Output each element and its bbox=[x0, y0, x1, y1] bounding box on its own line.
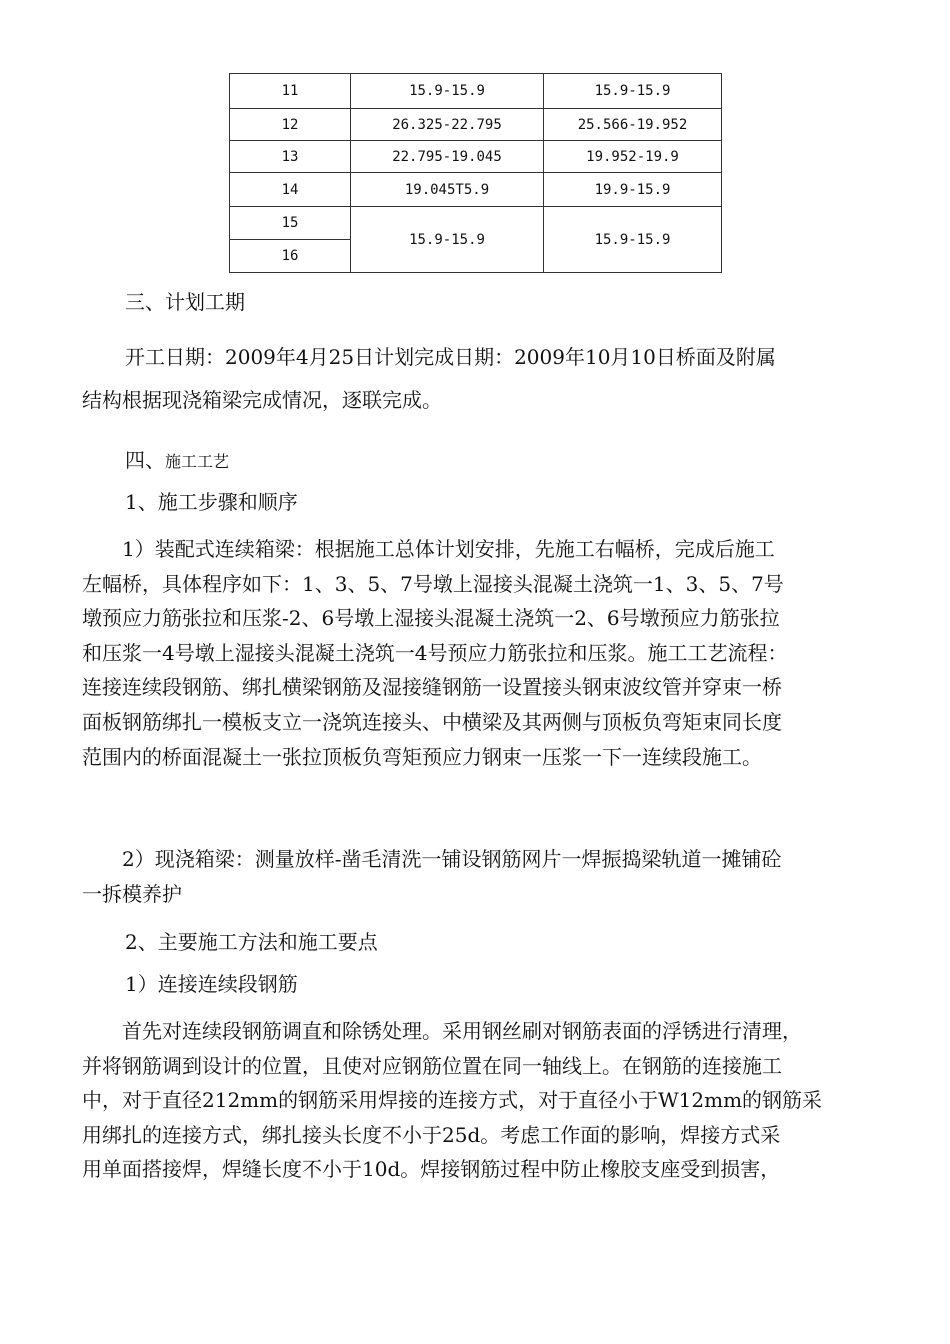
table-cell-number: 12 bbox=[230, 109, 351, 141]
paragraph-line: 连接连续段钢筋、绑扎横梁钢筋及湿接缝钢筋一设置接头钢束波纹管并穿束一桥 bbox=[82, 675, 782, 700]
table-cell-number: 15 bbox=[230, 207, 351, 240]
paragraph-line: 2）现浇箱梁：测量放样-凿毛清洗一铺设钢筋网片一焊振捣梁轨道一摊铺砼 bbox=[122, 847, 782, 871]
table-cell-value: 19.045T5.9 bbox=[351, 173, 544, 207]
section-heading-process bbox=[125, 448, 229, 474]
table-cell-value: 19.952-19.9 bbox=[544, 141, 722, 173]
subheading-methods: 2、主要施工方法和施工要点 bbox=[125, 930, 378, 954]
schedule-text-line: 结构根据现浇箱梁完成情况，逐联完成。 bbox=[82, 388, 442, 412]
table-cell-value: 15.9-15.9 bbox=[544, 74, 722, 109]
subheading-steps: 1、施工步骤和顺序 bbox=[125, 490, 298, 514]
table-row bbox=[230, 207, 722, 240]
paragraph-line: 中，对于直径212mm的钢筋采用焊接的连接方式，对于直径小于W12mm的钢筋采 bbox=[82, 1088, 823, 1113]
paragraph-line: 左幅桥，具体程序如下：1、3、5、7号墩上湿接头混凝土浇筑一1、3、5、7号 bbox=[82, 571, 784, 596]
paragraph-line: 一拆模养护 bbox=[82, 881, 182, 906]
paragraph-line: 墩预应力筋张拉和压浆-2、6号墩上湿接头混凝土浇筑一2、6号墩预应力筋张拉 bbox=[82, 606, 780, 631]
paragraph-assembled-girder bbox=[82, 532, 872, 774]
table-row bbox=[230, 173, 722, 207]
section-heading-schedule: 三、计划工期 bbox=[125, 290, 245, 314]
paragraph-line: 用绑扎的连接方式，绑扎接头长度不小于25d。考虑工作面的影响，焊接方式采 bbox=[82, 1122, 781, 1147]
table-row bbox=[230, 141, 722, 173]
section-heading-title: 施工工艺 bbox=[165, 452, 230, 471]
elevation-table bbox=[229, 73, 722, 273]
paragraph-cast-in-place bbox=[82, 842, 872, 911]
subheading-rebar: 1）连接连续段钢筋 bbox=[125, 972, 298, 996]
paragraph-line: 面板钢筋绑扎一模板支立一浇筑连接头、中横梁及其两侧与顶板负弯矩束同长度 bbox=[82, 709, 782, 734]
section-heading-prefix: 四、 bbox=[125, 448, 165, 472]
paragraph-line: 1）装配式连续箱梁：根据施工总体计划安排，先施工右幅桥，完成后施工 bbox=[122, 537, 775, 561]
table-row bbox=[230, 109, 722, 141]
table-cell-value: 15.9-15.9 bbox=[351, 207, 544, 273]
table-cell-number: 16 bbox=[230, 240, 351, 273]
paragraph-line: 用单面搭接焊，焊缝长度不小于10d。焊接钢筋过程中防止橡胶支座受到损害， bbox=[82, 1157, 781, 1182]
table-cell-value: 15.9-15.9 bbox=[544, 207, 722, 273]
paragraph-line: 和压浆一4号墩上湿接头混凝土浇筑一4号预应力筋张拉和压浆。施工工艺流程： bbox=[82, 640, 788, 665]
paragraph-line: 并将钢筋调到设计的位置，且使对应钢筋位置在同一轴线上。在钢筋的连接施工 bbox=[82, 1053, 782, 1078]
table-cell-value: 25.566-19.952 bbox=[544, 109, 722, 141]
table-cell-value: 15.9-15.9 bbox=[351, 74, 544, 109]
table-cell-value: 26.325-22.795 bbox=[351, 109, 544, 141]
schedule-text-line: 开工日期：2009年4月25日计划完成日期：2009年10月10日桥面及附属 bbox=[125, 345, 776, 369]
table-row bbox=[230, 74, 722, 109]
paragraph-rebar bbox=[82, 1014, 872, 1187]
paragraph-line: 首先对连续段钢筋调直和除锈处理。采用钢丝刷对钢筋表面的浮锈进行清理， bbox=[122, 1019, 802, 1043]
table-cell-value: 19.9-15.9 bbox=[544, 173, 722, 207]
table-cell-number: 14 bbox=[230, 173, 351, 207]
table-cell-number: 11 bbox=[230, 74, 351, 109]
table-cell-value: 22.795-19.045 bbox=[351, 141, 544, 173]
paragraph-line: 范围内的桥面混凝土一张拉顶板负弯矩预应力钢束一压浆一下一连续段施工。 bbox=[82, 744, 762, 769]
table-cell-number: 13 bbox=[230, 141, 351, 173]
